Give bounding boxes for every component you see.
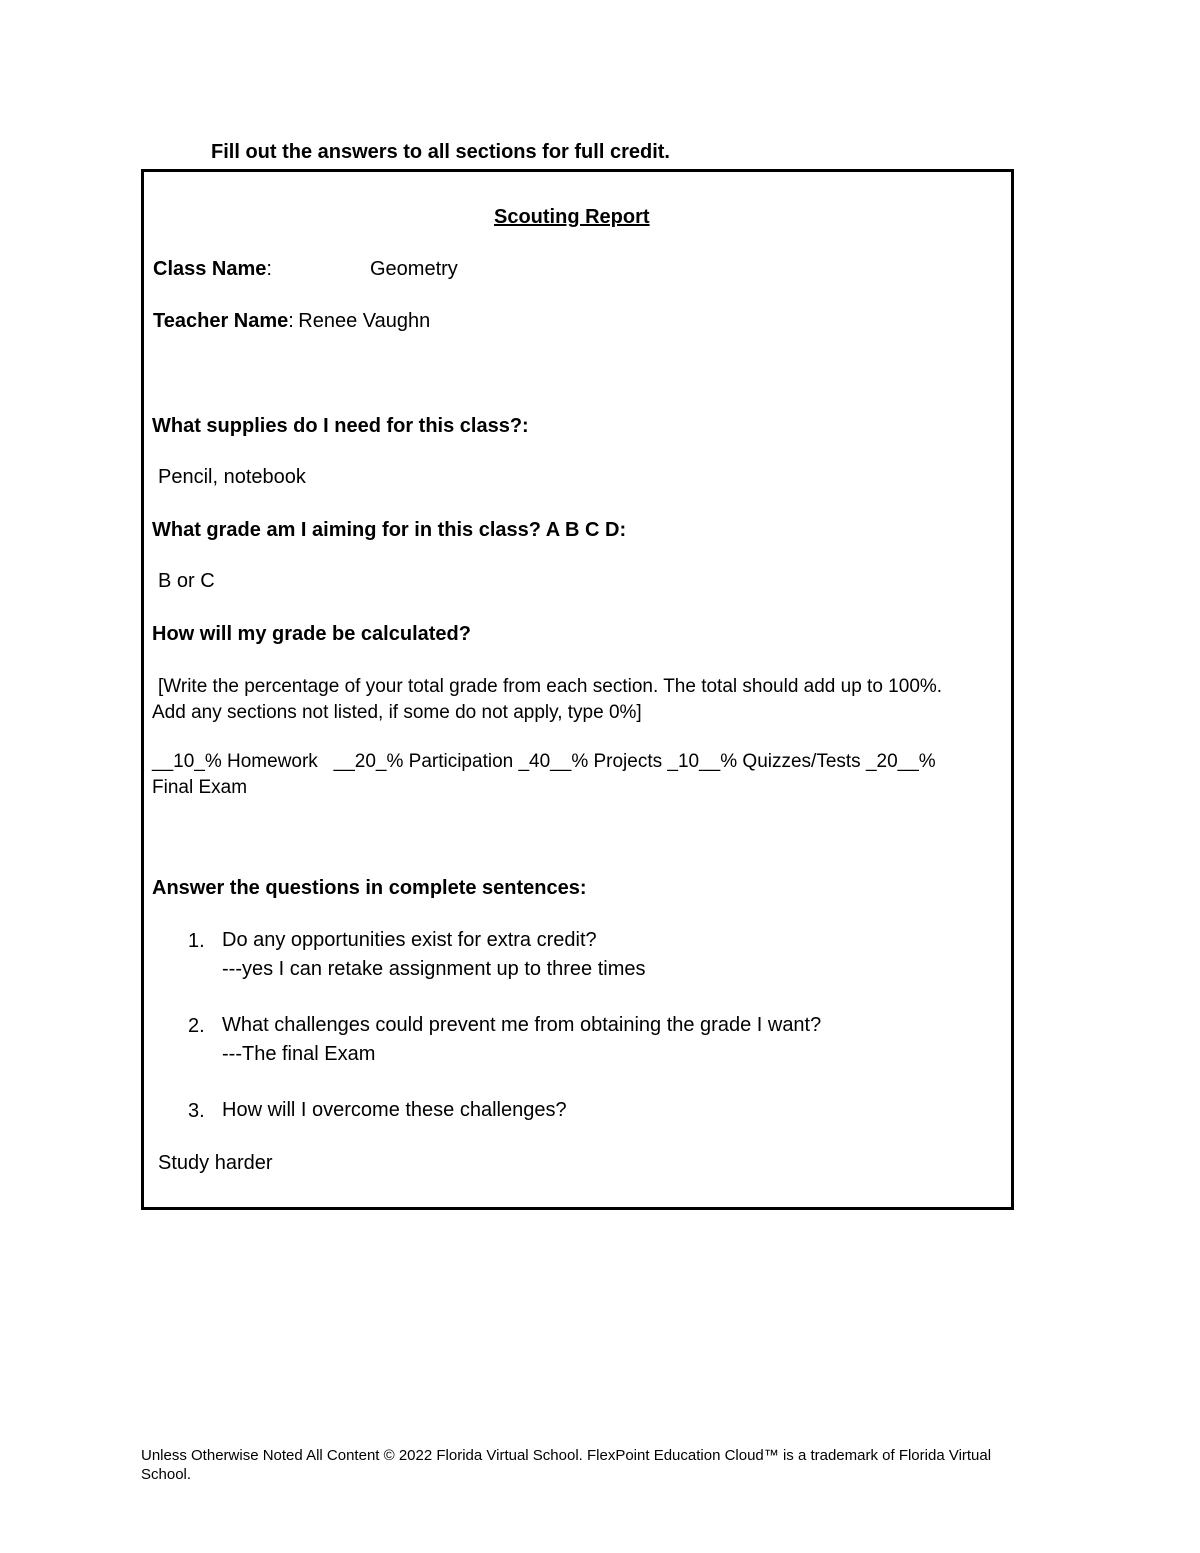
question-2 bbox=[222, 1011, 821, 1069]
calc-answer bbox=[152, 749, 982, 801]
question-1-text: Do any opportunities exist for extra credit? bbox=[222, 929, 597, 951]
teacher-name-row bbox=[153, 310, 430, 333]
scouting-report-box bbox=[141, 169, 1014, 1210]
final-answer: Study harder bbox=[158, 1152, 273, 1174]
sentences-heading: Answer the questions in complete sentences: bbox=[152, 877, 587, 899]
question-1-answer: ---yes I can retake assignment up to three times bbox=[222, 958, 646, 980]
class-name-row bbox=[153, 258, 272, 281]
calc-note-line1: [Write the percentage of your total grade from each section. The total should add up to 100%. bbox=[158, 676, 943, 697]
teacher-name-label: Teacher Name bbox=[153, 310, 289, 332]
calc-answer-line1: __10_% Homework __20_% Participation _40__% Projects _10__% Quizzes/Tests _20__% bbox=[152, 751, 936, 772]
question-2-answer: ---The final Exam bbox=[222, 1043, 376, 1065]
question-2-number: 2. bbox=[188, 1015, 205, 1037]
class-name-value: Geometry bbox=[370, 258, 458, 280]
class-name-label: Class Name bbox=[153, 258, 267, 280]
supplies-answer: Pencil, notebook bbox=[158, 466, 306, 488]
calc-instructions bbox=[152, 674, 982, 726]
footer-line2: School. bbox=[141, 1466, 192, 1483]
copyright-footer bbox=[141, 1446, 1041, 1484]
question-3-text: How will I overcome these challenges? bbox=[222, 1099, 567, 1121]
question-1-number: 1. bbox=[188, 930, 205, 952]
teacher-name-value: Renee Vaughn bbox=[298, 310, 431, 332]
teacher-name-colon: : bbox=[288, 310, 294, 332]
calc-note-line2: Add any sections not listed, if some do not apply, type 0%] bbox=[152, 702, 642, 723]
calc-question: How will my grade be calculated? bbox=[152, 623, 471, 645]
grade-question: What grade am I aiming for in this class? A B C D: bbox=[152, 519, 627, 541]
instruction-text: Fill out the answers to all sections for full credit. bbox=[211, 141, 670, 163]
report-title: Scouting Report bbox=[494, 206, 650, 228]
question-1 bbox=[222, 926, 646, 984]
class-name-colon: : bbox=[266, 258, 272, 280]
question-2-text: What challenges could prevent me from obtaining the grade I want? bbox=[222, 1014, 822, 1036]
question-3-number: 3. bbox=[188, 1100, 205, 1122]
footer-line1: Unless Otherwise Noted All Content © 2022 Florida Virtual School. FlexPoint Education Cloud™ is a trademark of Florida Virtual bbox=[141, 1447, 992, 1464]
grade-answer: B or C bbox=[158, 570, 215, 592]
calc-answer-line2: Final Exam bbox=[152, 777, 248, 798]
question-3 bbox=[222, 1096, 567, 1125]
supplies-question: What supplies do I need for this class?: bbox=[152, 415, 529, 437]
